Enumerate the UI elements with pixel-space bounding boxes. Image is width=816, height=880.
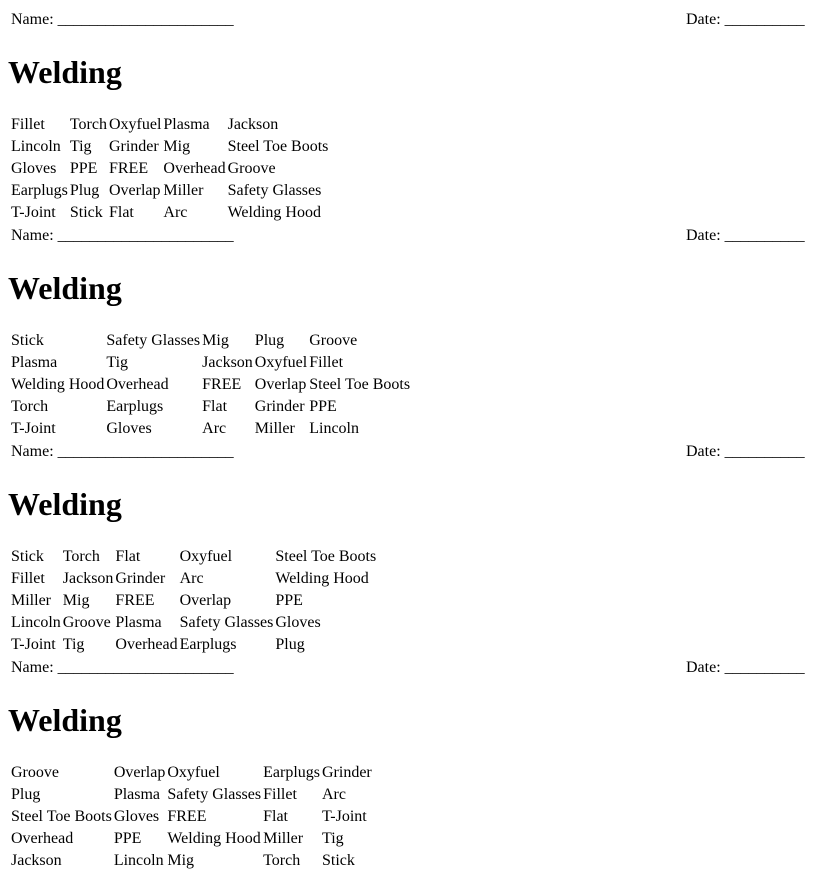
grid-cell: Plug [69,182,100,199]
grid-cell: Tig [106,354,129,371]
grid-row [11,569,376,589]
grid-cell: Gloves [106,420,152,437]
date-field-label: Date: __________ [686,659,805,676]
grid-cell: Welding Hood [275,570,369,587]
grid-cell: Groove [309,332,358,349]
grid-cell: Mig [167,852,195,869]
grid-cell: Welding Hood [227,204,321,221]
card-title: Welding [8,270,122,306]
grid-cell: Oxyfuel [167,764,220,781]
grid-row [11,159,328,179]
name-field-label: Name: ______________________ [11,659,234,676]
grid-cell: Overhead [106,376,169,393]
grid-row [11,613,376,633]
bingo-card [0,216,816,437]
grid-cell: Lincoln [113,852,164,869]
grid-cell: Safety Glasses [167,786,262,803]
grid-cell: Plasma [163,116,210,133]
grid-row [11,137,328,157]
grid-cell: Fillet [11,570,45,587]
grid-cell: FREE [108,160,149,177]
grid-cell: T-Joint [11,204,56,221]
grid-cell: FREE [115,592,155,609]
grid-cell: Safety Glasses [106,332,201,349]
grid-cell: FREE [167,808,207,825]
grid-cell: Earplugs [106,398,164,415]
grid-cell: Flat [115,548,141,565]
grid-cell: Stick [11,332,44,349]
card-title: Welding [8,54,122,90]
grid-cell: Grinder [115,570,166,587]
name-field-label: Name: ______________________ [11,11,234,28]
grid-cell: Gloves [275,614,321,631]
grid-cell: Torch [11,398,49,415]
grid-cell: Groove [62,614,111,631]
grid-cell: Overlap [108,182,161,199]
grid-cell: Plasma [113,786,161,803]
grid-cell: Overlap [113,764,166,781]
card-title: Welding [8,702,122,738]
grid-cell: Tig [321,830,344,847]
grid-cell: Steel Toe Boots [309,376,411,393]
card-title: Welding [8,486,122,522]
grid-row [11,547,376,567]
grid-row [11,829,372,849]
grid-cell: Miller [254,420,295,437]
grid-cell: Overlap [179,592,232,609]
bingo-grid [9,761,374,873]
grid-cell: Overhead [163,160,226,177]
grid-cell: Stick [11,548,44,565]
grid-row [11,807,372,827]
grid-cell: Groove [11,764,59,781]
grid-cell: Grinder [108,138,159,155]
grid-cell: Stick [69,204,103,221]
grid-cell: Miller [263,830,304,847]
grid-cell: Welding Hood [167,830,261,847]
bingo-card [0,648,816,869]
grid-cell: PPE [113,830,142,847]
grid-cell: Grinder [254,398,305,415]
name-field-label: Name: ______________________ [11,227,234,244]
grid-cell: Plug [11,786,41,803]
grid-row [11,851,372,871]
bingo-grid [9,329,412,441]
grid-row [11,331,410,351]
grid-row [11,181,328,201]
grid-cell: Arc [202,420,227,437]
date-field-label: Date: __________ [686,443,805,460]
grid-cell: Jackson [227,116,279,133]
grid-row [11,353,410,373]
grid-cell: Jackson [202,354,253,371]
grid-cell: T-Joint [321,808,367,825]
grid-cell: Mig [163,138,191,155]
grid-cell: Miller [163,182,204,199]
grid-cell: Lincoln [11,614,61,631]
grid-cell: Tig [62,636,85,653]
grid-cell: Jackson [11,852,62,869]
grid-cell: Flat [202,398,228,415]
grid-cell: Arc [163,204,188,221]
grid-cell: Stick [321,852,355,869]
grid-cell: Safety Glasses [227,182,322,199]
grid-cell: T-Joint [11,420,56,437]
grid-row [11,785,372,805]
grid-cell: Plasma [115,614,162,631]
grid-cell: Fillet [11,116,45,133]
grid-cell: Earplugs [179,636,237,653]
bingo-grid [9,545,378,657]
grid-cell: Plug [254,332,285,349]
grid-cell: Grinder [321,764,372,781]
grid-cell: Overlap [254,376,307,393]
grid-cell: Arc [321,786,346,803]
grid-cell: PPE [69,160,98,177]
grid-row [11,763,372,783]
grid-cell: Lincoln [309,420,359,437]
grid-cell: Steel Toe Boots [227,138,329,155]
grid-cell: Torch [263,852,301,869]
grid-cell: Arc [179,570,204,587]
grid-cell: Overhead [115,636,178,653]
grid-cell: Groove [227,160,276,177]
bingo-grid [9,113,330,225]
date-field-label: Date: __________ [686,11,805,28]
grid-cell: Plasma [11,354,58,371]
grid-cell: FREE [202,376,242,393]
grid-cell: Oxyfuel [108,116,162,133]
grid-cell: Fillet [309,354,344,371]
grid-row [11,397,410,417]
grid-cell: Oxyfuel [254,354,308,371]
grid-row [11,375,410,395]
name-field-label: Name: ______________________ [11,443,234,460]
grid-cell: Miller [11,592,51,609]
grid-cell: Steel Toe Boots [275,548,377,565]
grid-cell: Jackson [62,570,114,587]
grid-cell: Mig [62,592,90,609]
grid-cell: Lincoln [11,138,61,155]
grid-cell: PPE [309,398,337,415]
grid-cell: Mig [202,332,229,349]
grid-cell: Earplugs [263,764,320,781]
grid-cell: PPE [275,592,303,609]
grid-cell: Steel Toe Boots [11,808,112,825]
grid-cell: Fillet [263,786,297,803]
date-field-label: Date: __________ [686,227,805,244]
bingo-card [0,432,816,653]
grid-cell: Plug [275,636,305,653]
bingo-card [0,0,816,221]
grid-cell: Flat [263,808,288,825]
grid-cell: Tig [69,138,92,155]
grid-cell: Torch [69,116,107,133]
grid-cell: Safety Glasses [179,614,274,631]
grid-row [11,591,376,611]
grid-cell: Earplugs [11,182,68,199]
grid-cell: Overhead [11,830,74,847]
grid-cell: Torch [62,548,100,565]
grid-cell: Gloves [113,808,160,825]
grid-cell: Gloves [11,160,57,177]
grid-cell: T-Joint [11,636,56,653]
grid-cell: Welding Hood [11,376,105,393]
grid-row [11,115,328,135]
grid-cell: Oxyfuel [179,548,233,565]
grid-cell: Flat [108,204,134,221]
